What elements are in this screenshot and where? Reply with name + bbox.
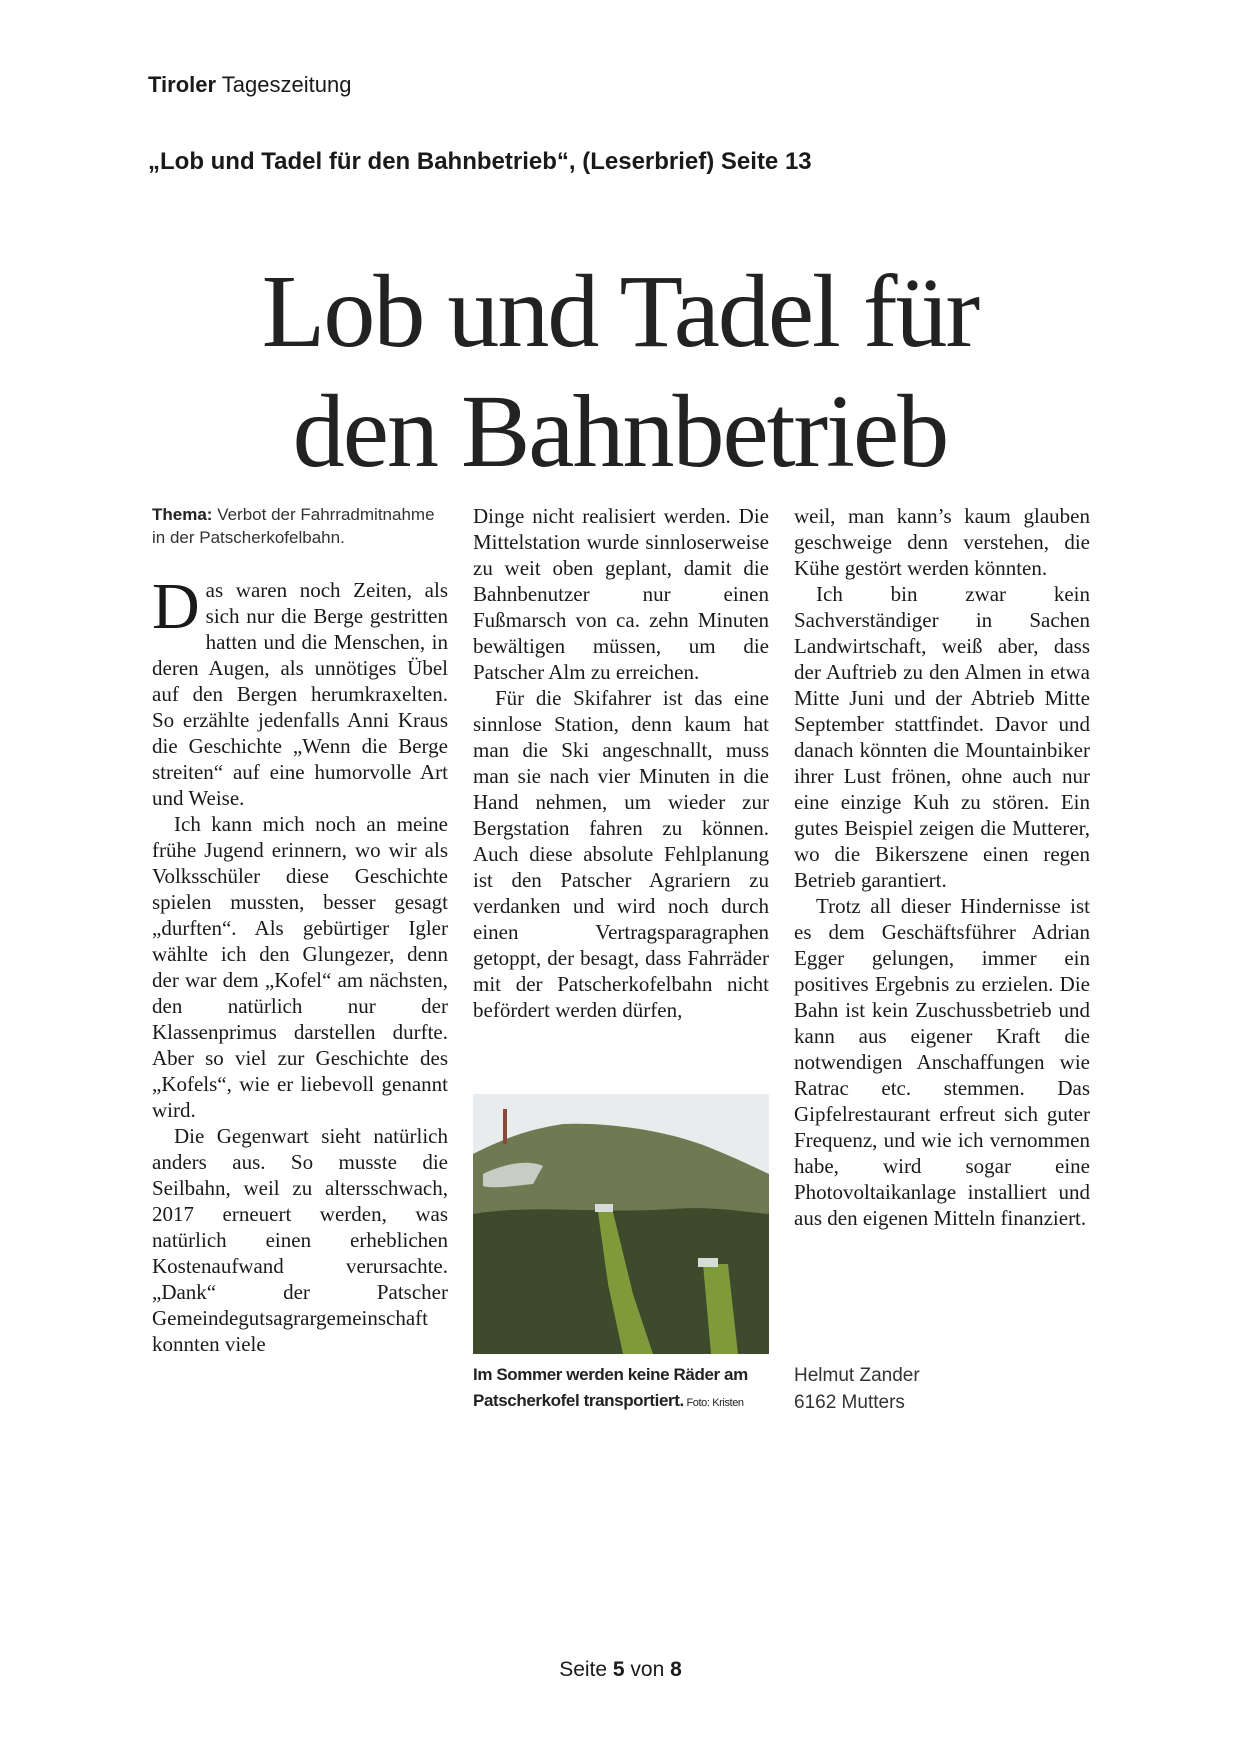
topic-text: Verbot der Fahrradmitnahme in der Patscherkofelbahn. bbox=[152, 505, 435, 547]
page-footer bbox=[0, 1658, 1241, 1682]
article-headline bbox=[150, 252, 1090, 492]
paragraph-3: Die Gegenwart sieht natürlich anders aus. So musste die Seilbahn, weil zu altersschwach, 2017 erneuert werden, was natürlich einen erheblichen Kostenaufwand verursachte. „Dank“ der Patscher Gemeindegutsagrargemeinschaft konnten viele bbox=[152, 1124, 448, 1356]
author-signature bbox=[794, 1362, 920, 1416]
paragraph-2: Ich kann mich noch an meine frühe Jugend erinnern, wo wir als Volksschüler diese Geschichte spielen mussten, besser gesagt „durften“. Als gebürtiger Igler wählte ich den Glungezer, denn der war dem „Kofel“ am nächsten, den natürlich nur der Klassenprimus darstellen durfte. Aber so viel zur Geschichte des „Kofels“, wie er liebevoll genannt wird. bbox=[152, 812, 448, 1122]
photo-middle-station bbox=[595, 1204, 613, 1212]
paragraph-4-continued: weil, man kann’s kaum glauben geschweige denn verstehen, die Kühe gestört werden könnten. bbox=[794, 504, 1090, 580]
headline-line-1: Lob und Tadel für bbox=[261, 254, 979, 369]
paragraph-4: Für die Skifahrer ist das eine sinnlose Station, denn kaum hat man die Ski angeschnallt, muss man sie nach vier Minuten in die Hand nehmen, um wieder zur Bergstation fahren zu können. Auch diese absolute Fehlplanung ist den Patscher Agrariern zu verdanken und wird noch durch einen Vertragsparagraphen getoppt, der besagt, dass Fahrräder mit der Patscherkofelbahn nicht befördert werden dürfen, bbox=[473, 686, 769, 1022]
mountain-photo-image bbox=[473, 1094, 769, 1354]
column-2 bbox=[473, 503, 769, 1023]
clip-title: „Lob und Tadel für den Bahnbetrieb“, (Leserbrief) Seite 13 bbox=[148, 148, 812, 175]
photo-credit: Foto: Kristen bbox=[683, 1397, 744, 1409]
topic-label: Thema: bbox=[152, 505, 213, 524]
footer-mid: von bbox=[624, 1658, 671, 1681]
publication-name-bold: Tiroler bbox=[148, 72, 217, 97]
paragraph-1-text: as waren noch Zeiten, als sich nur die Berge gestritten hatten und die Menschen, in deren Augen, als unnötiges Übel auf den Bergen herumkraxelten. So erzählte jedenfalls Anni Kraus die Geschichte „Wenn die Berge streiten“ auf eine humorvolle Art und Weise. bbox=[152, 578, 448, 810]
paragraph-5: Ich bin zwar kein Sachverständiger in Sachen Landwirtschaft, weiß aber, dass der Auftrieb zu den Almen in etwa Mitte Juni und der Abtrieb Mitte September stattfindet. Davor und danach könnten die Mountainbiker ihrer Lust frönen, ohne auch nur eine einzige Kuh zu stören. Ein gutes Beispiel zeigen die Mutterer, wo die Bikerszene einen regen Betrieb garantiert. bbox=[794, 582, 1090, 892]
photo-antenna-tower bbox=[503, 1109, 507, 1144]
mountain-photo bbox=[473, 1094, 769, 1354]
paragraph-3-continued: Dinge nicht realisiert werden. Die Mittelstation wurde sinnloserweise zu weit oben geplant, damit die Bahnbenutzer nur einen Fußmarsch von ca. zehn Minuten bewältigen müssen, um die Patscher Alm zu erreichen. bbox=[473, 504, 769, 684]
footer-page-total: 8 bbox=[670, 1658, 682, 1681]
headline-line-2: den Bahnbetrieb bbox=[292, 374, 948, 489]
drop-cap: D bbox=[152, 570, 200, 643]
publication-name bbox=[148, 72, 351, 98]
author-place: 6162 Mutters bbox=[794, 1392, 905, 1413]
footer-page-number: 5 bbox=[612, 1658, 625, 1681]
column-1 bbox=[152, 503, 448, 1357]
paragraph-1 bbox=[152, 570, 448, 811]
photo-caption bbox=[473, 1362, 769, 1416]
photo-caption-text: Im Sommer werden keine Räder am Patscherkofel transportiert. bbox=[473, 1365, 748, 1410]
column-3 bbox=[794, 503, 1090, 1231]
topic-line bbox=[152, 503, 448, 549]
author-name: Helmut Zander bbox=[794, 1365, 920, 1386]
publication-name-rest: Tageszeitung bbox=[216, 72, 352, 97]
paragraph-6: Trotz all dieser Hindernisse ist es dem Geschäftsführer Adrian Egger gelungen, immer ein positives Ergebnis zu erzielen. Die Bahn ist kein Zuschussbetrieb und kann aus eigener Kraft die notwendigen Anschaffungen wie Ratrac etc. stemmen. Das Gipfelrestaurant erfreut sich guter Frequenz, und wie ich vernommen habe, wird sogar eine Photovoltaikanlage installiert und aus den eigenen Mitteln finanziert. bbox=[794, 894, 1090, 1230]
photo-valley-station bbox=[698, 1258, 718, 1267]
footer-prefix: Seite bbox=[559, 1658, 613, 1681]
